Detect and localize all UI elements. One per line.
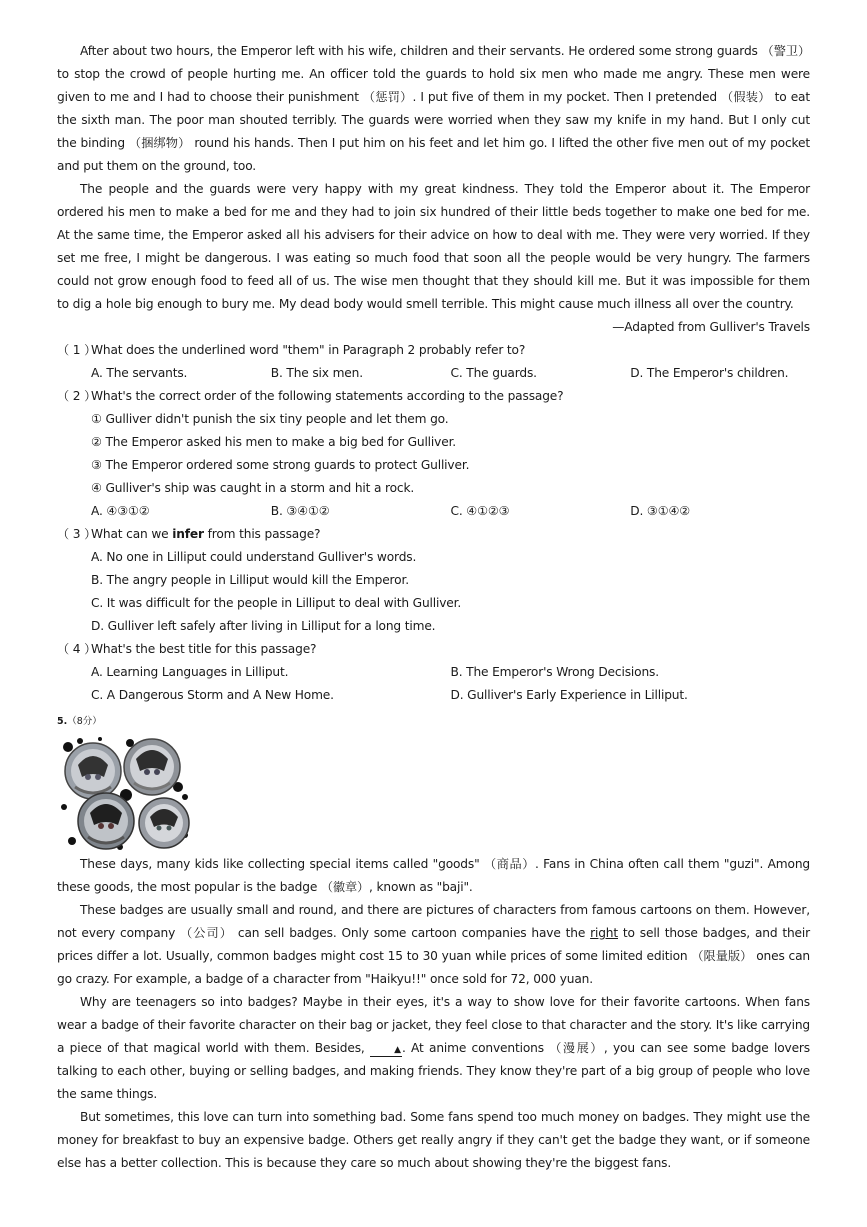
badge-top-left <box>65 743 121 799</box>
option-d[interactable]: D. Gulliver left safely after living in Lilliput for a long time. <box>91 619 436 633</box>
badge-bottom-left <box>78 793 134 849</box>
question-text-end: from this passage? <box>203 527 321 541</box>
option-a[interactable]: A. The servants. <box>91 366 188 380</box>
question-text: What does the underlined word "them" in Paragraph 2 probably refer to? <box>91 343 526 357</box>
section-points: （8分） <box>67 716 102 727</box>
option-d[interactable]: D. Gulliver's Early Experience in Lilliput. <box>450 688 688 702</box>
paragraph-3 <box>57 991 810 1106</box>
passage-5 <box>57 853 810 1175</box>
statement-4: ④ Gulliver's ship was caught in a storm and hit a rock. <box>91 481 415 495</box>
underlined-word-right: right <box>590 926 618 940</box>
option-a[interactable]: A. No one in Lilliput could understand Gulliver's words. <box>91 550 417 564</box>
question-3 <box>57 523 810 638</box>
paragraph-2 <box>57 899 810 991</box>
paragraph-2: The people and the guards were very happy with my great kindness. They told the Emperor about it. The Emperor ordered his men to make a bed for me and they had to join six hundred of their little beds together to make one bed for me. At the same time, the Emperor asked all his advisers for their advice on how to deal with me. They were very worried. If they set me free, I might be dangerous. I was eating so much food that soon all the people would be very hungry. The farmers could not grow enough food to feed all of us. The wise men thought that they should kill me. But it was impossible for them to dig a hole big enough to bury me. My dead body would smell terrible. This might cause much illness all over the country. <box>57 182 810 311</box>
passage-4 <box>57 40 810 707</box>
question-2 <box>57 385 810 523</box>
option-c[interactable]: C. It was difficult for the people in Lilliput to deal with Gulliver. <box>91 596 462 610</box>
answer-options <box>57 362 810 385</box>
option-d[interactable]: D. The Emperor's children. <box>630 366 789 380</box>
statement-1: ① Gulliver didn't punish the six tiny people and let them go. <box>91 412 449 426</box>
option-b[interactable]: B. The six men. <box>270 366 363 380</box>
option-b[interactable]: B. ③④①② <box>270 504 330 518</box>
answer-options-row-2 <box>57 684 810 707</box>
statement-3: ③ The Emperor ordered some strong guards to protect Gulliver. <box>91 458 470 472</box>
answer-blank[interactable]: ▲ <box>370 1045 402 1057</box>
section-number: 5. <box>57 716 68 727</box>
badge-bottom-right <box>139 798 189 848</box>
question-text: What's the best title for this passage? <box>91 642 317 656</box>
paragraph-1: After about two hours, the Emperor left with his wife, children and their servants. He ordered some strong guards （警卫） to stop the crowd of people hurting me. An officer told the guards to hold six men who made me angry. These men were given to me and I had to choose their punishment （惩罚）. I put five of them in my pocket. Then I pretended （假装） to eat the sixth man. The poor man shouted terribly. The guards were worried when they saw my knife in my hand. But I only cut the binding （捆绑物） round his hands. Then I put him on his feet and let him go. I lifted the other five men out of my pocket and put them on the ground, too. <box>57 44 810 173</box>
paragraph-2-end: to sell those badges, and their prices differ a lot. Usually, common badges might cost 15 to 30 yuan while prices of some limited edition （限量版） ones can go crazy. For example, a badge of a character from "Haikyu!!" once sold for 72, 000 yuan. <box>57 926 810 986</box>
option-d[interactable]: D. ③①④② <box>630 504 691 518</box>
question-keyword: infer <box>172 527 204 541</box>
question-text: What's the correct order of the following statements according to the passage? <box>91 389 564 403</box>
question-4 <box>57 638 810 707</box>
question-number: （ 4 ） <box>57 642 97 656</box>
paragraph-3-end: . At anime conventions （漫展）, you can see some badge lovers talking to each other, buying or selling badges, and making friends. They know they're part of a big group of people who love the same things. <box>57 1041 810 1101</box>
source-citation: —Adapted from Gulliver's Travels <box>612 320 810 334</box>
statement-2: ② The Emperor asked his men to make a big bed for Gulliver. <box>91 435 457 449</box>
option-a[interactable]: A. ④③①② <box>91 504 150 518</box>
section-5-heading <box>57 713 102 727</box>
question-number: （ 1 ） <box>57 343 97 357</box>
option-c[interactable]: C. ④①②③ <box>450 504 510 518</box>
answer-options <box>57 500 810 523</box>
option-b[interactable]: B. The angry people in Lilliput would kill the Emperor. <box>91 573 409 587</box>
option-b[interactable]: B. The Emperor's Wrong Decisions. <box>450 665 659 679</box>
answer-options-row-1 <box>57 661 810 684</box>
badge-top-right <box>124 739 180 795</box>
anime-badges-image <box>60 737 192 851</box>
option-c[interactable]: C. The guards. <box>450 366 537 380</box>
question-text-start: What can we <box>91 527 173 541</box>
question-1 <box>57 339 810 385</box>
paragraph-3-start: Why are teenagers so into badges? Maybe in their eyes, it's a way to show love for their favorite cartoons. When fans wear a badge of their favorite character on their bag or jacket, they feel close to that character and the story. It's like carrying a piece of that magical world with them. Besides, <box>57 995 810 1055</box>
question-number: （ 2 ） <box>57 389 97 403</box>
option-c[interactable]: C. A Dangerous Storm and A New Home. <box>91 688 334 702</box>
paragraph-4: But sometimes, this love can turn into something bad. Some fans spend too much money on badges. They might use the money for breakfast to buy an expensive badge. Others get really angry if they can't get the badge they want, or if someone else has a better collection. This is because they care so much about showing they're the biggest fans. <box>57 1110 810 1170</box>
paragraph-2-start: These badges are usually small and round, and there are pictures of characters from famous cartoons on them. However, not every company （公司） can sell badges. Only some cartoon companies have the <box>57 903 810 940</box>
question-number: （ 3 ） <box>57 527 97 541</box>
paragraph-1: These days, many kids like collecting special items called "goods" （商品）. Fans in China often call them "guzi". Among these goods, the most popular is the badge （徽章）, known as "baji". <box>57 857 810 894</box>
option-a[interactable]: A. Learning Languages in Lilliput. <box>91 665 289 679</box>
